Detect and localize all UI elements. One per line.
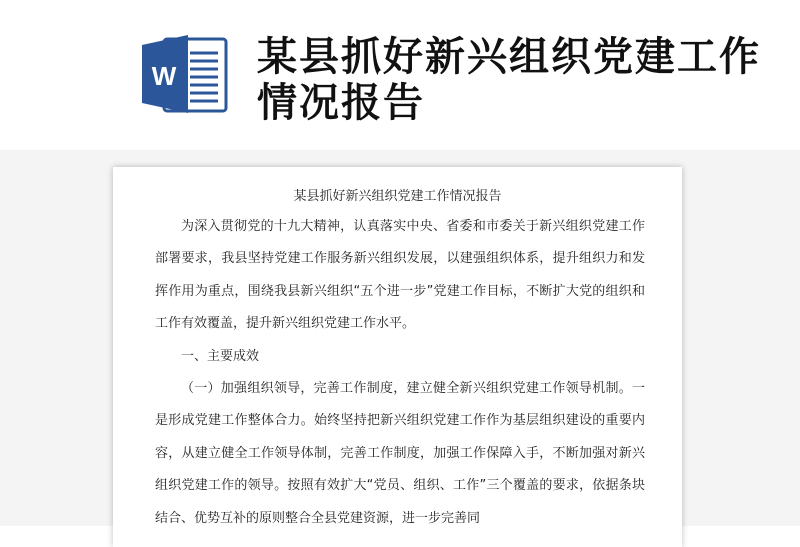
header-banner: [0, 0, 800, 150]
page-title: 某县抓好新兴组织党建工作情况报告: [257, 34, 761, 126]
document-title: 某县抓好新兴组织党建工作情况报告: [293, 189, 502, 204]
paragraph-intro: 为深入贯彻党的十九大精神，认真落实中央、省委和市委关于新兴组织党建工作部署要求，我县坚持党建工作服务新兴组织发展，以建强组织体系，提升组织力和发挥作用为重点，围绕我县新兴组织“五个进一步”党建工作目标，不断扩大党的组织和工作有效覆盖，提升新兴组织党建工作水平。: [155, 219, 645, 332]
section-heading: 一、主要成效: [181, 349, 260, 364]
document-page: [113, 167, 682, 547]
word-document-icon: [142, 33, 230, 115]
svg-text:W: W: [151, 61, 177, 91]
paragraph-section-1: （一）加强组织领导，完善工作制度，建立健全新兴组织党建工作领导机制。一是形成党建工作整体合力。始终坚持把新兴组织党建工作作为基层组织建设的重要内容，从建立健全工作领导体制，完善工作制度，加强工作保障入手，不断加强对新兴组织党建工作的领导。按照有效扩大“党员、组织、工作”三个覆盖的要求，依据条块结合、优势互补的原则整合全县党建资源，进一步完善同: [155, 381, 645, 526]
